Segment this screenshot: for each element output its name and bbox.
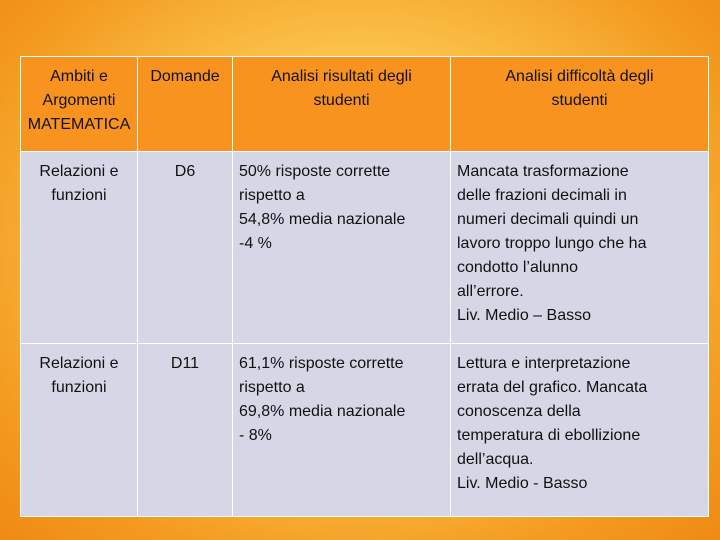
table-row [21, 344, 709, 517]
header-analisi-risultati-line: Analisi risultati degli [271, 68, 412, 85]
cell-difficolta-line: temperatura di ebollizione [457, 427, 641, 444]
cell-difficolta-line: Mancata trasformazione [457, 163, 629, 180]
cell-risultati [233, 344, 451, 517]
cell-risultati-line: 50% risposte corrette [239, 163, 391, 180]
cell-domanda-label: D6 [174, 163, 196, 180]
cell-domanda [138, 152, 233, 344]
table-header-row [21, 57, 709, 152]
cell-difficolta-line: all’errore. [457, 283, 524, 300]
header-analisi-difficolta-line: studenti [551, 92, 608, 109]
cell-ambito-line: funzioni [51, 187, 107, 204]
cell-ambito [21, 152, 138, 344]
cell-difficolta-line: errata del grafico. Mancata [457, 379, 648, 396]
cell-ambito-line: funzioni [51, 379, 107, 396]
cell-risultati [233, 152, 451, 344]
header-ambiti-line: Argomenti [42, 92, 116, 109]
cell-difficolta [451, 152, 709, 344]
header-analisi-risultati [233, 57, 451, 152]
cell-risultati-line: 54,8% media nazionale [239, 211, 406, 228]
header-domande-label: Domande [150, 68, 220, 85]
header-ambiti-line: Ambiti e [50, 68, 108, 85]
header-ambiti [21, 57, 138, 152]
cell-domanda [138, 344, 233, 517]
cell-difficolta-line: dell’acqua. [457, 451, 534, 468]
cell-difficolta-line: Lettura e interpretazione [457, 355, 631, 372]
header-ambiti-line: MATEMATICA [27, 116, 131, 133]
header-domande [138, 57, 233, 152]
cell-difficolta-line: Liv. Medio – Basso [457, 307, 591, 324]
results-table-container [20, 56, 708, 499]
cell-risultati-line: 69,8% media nazionale [239, 403, 406, 420]
cell-risultati-line: rispetto a [239, 379, 305, 396]
cell-risultati-line: 61,1% risposte corrette [239, 355, 404, 372]
cell-difficolta-line: conoscenza della [457, 403, 581, 420]
header-analisi-difficolta [451, 57, 709, 152]
cell-risultati-line: rispetto a [239, 187, 305, 204]
cell-difficolta-line: lavoro troppo lungo che ha [457, 235, 647, 252]
cell-difficolta [451, 344, 709, 517]
cell-risultati-line: -4 % [239, 235, 272, 252]
cell-ambito-line: Relazioni e [39, 163, 119, 180]
cell-difficolta-line: delle frazioni decimali in [457, 187, 627, 204]
cell-difficolta-line: Liv. Medio - Basso [457, 475, 588, 492]
cell-domanda-label: D11 [170, 355, 200, 372]
cell-difficolta-line: condotto l’alunno [457, 259, 578, 276]
header-analisi-difficolta-line: Analisi difficoltà degli [505, 68, 654, 85]
cell-difficolta-line: numeri decimali quindi un [457, 211, 639, 228]
header-analisi-risultati-line: studenti [313, 92, 370, 109]
cell-risultati-line: - 8% [239, 427, 272, 444]
results-table [20, 56, 709, 517]
table-row [21, 152, 709, 344]
cell-ambito [21, 344, 138, 517]
cell-ambito-line: Relazioni e [39, 355, 119, 372]
